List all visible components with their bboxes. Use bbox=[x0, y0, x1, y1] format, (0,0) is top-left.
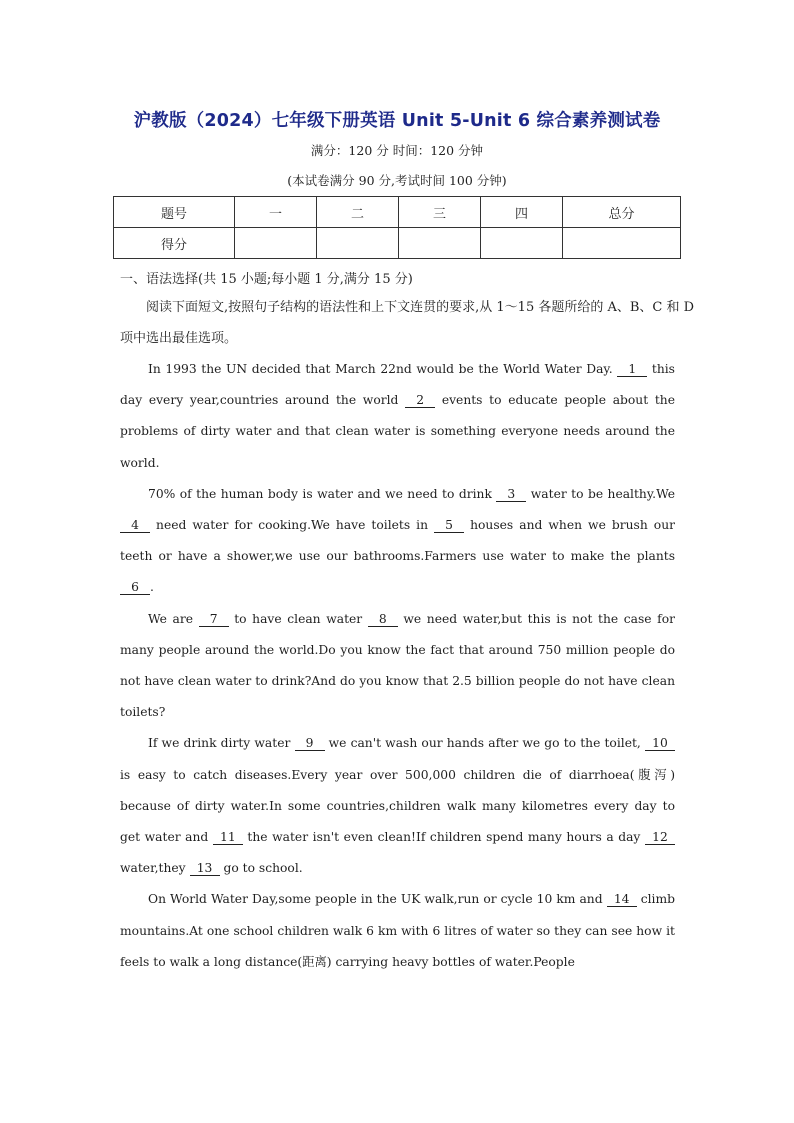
answer-blank[interactable]: 2 bbox=[405, 394, 435, 408]
score-input-cell[interactable] bbox=[481, 228, 563, 259]
passage-text: climb mountains.At one school children walk 6 km with 6 litres of water so they can see how it feels to walk a long distance(距离) carrying heavy bottles of water.People bbox=[120, 892, 675, 969]
answer-blank[interactable]: 8 bbox=[368, 613, 398, 627]
passage-text: water,they bbox=[120, 861, 186, 876]
passage-text: go to school. bbox=[223, 861, 303, 876]
passage-paragraph bbox=[120, 604, 675, 729]
passage-text: we can't wash our hands after we go to the toilet, bbox=[328, 736, 641, 751]
passage-text: this day every year,countries around the world bbox=[120, 362, 675, 408]
passage-paragraph bbox=[120, 479, 675, 604]
score-input-cell[interactable] bbox=[317, 228, 399, 259]
score-cell: 一 bbox=[235, 197, 317, 228]
score-table-score-row bbox=[114, 228, 681, 259]
exam-title: 沪教版（2024）七年级下册英语 Unit 5-Unit 6 综合素养测试卷 bbox=[133, 111, 661, 131]
passage-text: the water isn't even clean!If children spend many hours a day bbox=[247, 830, 641, 845]
score-cell: 得分 bbox=[114, 228, 235, 259]
answer-blank[interactable]: 7 bbox=[199, 613, 229, 627]
answer-blank[interactable]: 11 bbox=[213, 831, 243, 845]
exam-note: (本试卷满分 90 分,考试时间 100 分钟) bbox=[287, 173, 507, 188]
passage-text: to have clean water bbox=[234, 611, 363, 626]
answer-blank[interactable]: 14 bbox=[607, 893, 637, 907]
score-cell: 三 bbox=[399, 197, 481, 228]
score-cell: 题号 bbox=[114, 197, 235, 228]
passage-text: 70% of the human body is water and we need to drink bbox=[148, 486, 492, 501]
answer-blank[interactable]: 9 bbox=[295, 737, 325, 751]
passage-text: water to be healthy.We bbox=[530, 486, 675, 501]
passage-text: need water for cooking.We have toilets in bbox=[156, 518, 429, 533]
score-table bbox=[113, 196, 681, 259]
answer-blank[interactable]: 3 bbox=[496, 488, 526, 502]
passage-text: houses and when we brush our teeth or have a shower,we use our bathrooms.Farmers use water to make the plants bbox=[120, 518, 675, 564]
answer-blank[interactable]: 12 bbox=[645, 831, 675, 845]
passage-text: . bbox=[150, 580, 154, 595]
score-cell: 总分 bbox=[563, 197, 681, 228]
passage-paragraph bbox=[120, 728, 675, 884]
answer-blank[interactable]: 10 bbox=[645, 737, 675, 751]
exam-score-time: 满分：120 分 时间：120 分钟 bbox=[310, 143, 484, 158]
passage-text: We are bbox=[148, 611, 194, 626]
passage-text: events to educate people about the problems of dirty water and that clean water is something everyone needs around the world. bbox=[120, 393, 675, 470]
score-input-cell[interactable] bbox=[235, 228, 317, 259]
answer-blank[interactable]: 1 bbox=[617, 363, 647, 377]
reading-passage bbox=[120, 354, 675, 978]
passage-text: If we drink dirty water bbox=[148, 736, 291, 751]
passage-text: In 1993 the UN decided that March 22nd would be the World Water Day. bbox=[148, 362, 613, 376]
answer-blank[interactable]: 6 bbox=[120, 581, 150, 595]
passage-text: On World Water Day,some people in the UK walk,run or cycle 10 km and bbox=[148, 892, 603, 907]
passage-text: is easy to catch diseases.Every year over 500,000 children die of diarrhoea(腹泻) because of dirty water.In some countries,children walk many kilometres every day to get water and bbox=[120, 767, 675, 845]
answer-blank[interactable]: 5 bbox=[434, 519, 464, 533]
passage-paragraph bbox=[120, 354, 675, 479]
passage-text: we need water,but this is not the case for many people around the world.Do you know the fact that around 750 million people do not have clean water to drink?And do you know that 2.5 billion people do not have clean toilets? bbox=[120, 611, 675, 720]
score-cell: 二 bbox=[317, 197, 399, 228]
score-cell: 四 bbox=[481, 197, 563, 228]
answer-blank[interactable]: 4 bbox=[120, 519, 150, 533]
section-instruction: 阅读下面短文,按照句子结构的语法性和上下文连贯的要求,从 1～15 各题所给的 A、B、C 和 D 项中选出最佳选项。 bbox=[120, 300, 695, 346]
score-input-cell[interactable] bbox=[563, 228, 681, 259]
passage-paragraph bbox=[120, 884, 675, 978]
section-heading: 一、语法选择(共 15 小题;每小题 1 分,满分 15 分) bbox=[120, 272, 413, 287]
score-input-cell[interactable] bbox=[399, 228, 481, 259]
answer-blank[interactable]: 13 bbox=[190, 862, 220, 876]
score-table-header-row bbox=[114, 197, 681, 228]
